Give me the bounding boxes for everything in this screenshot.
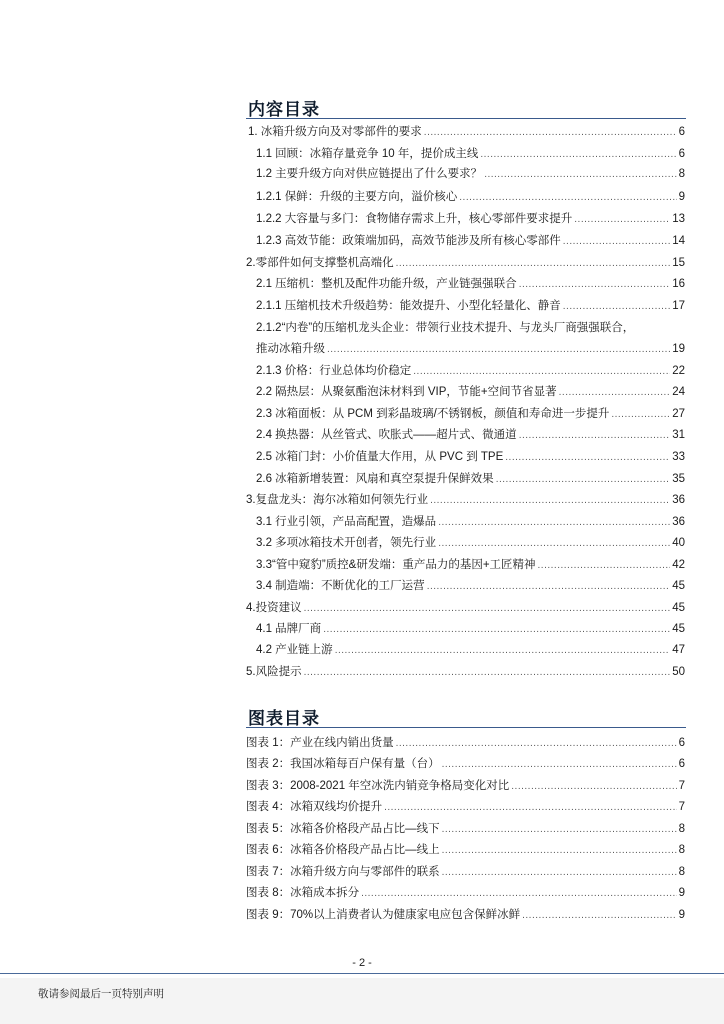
dot-leader bbox=[396, 254, 671, 274]
figure-entry-text: 图表 6：冰箱各价格段产品占比—线上 bbox=[246, 844, 440, 856]
toc-entry-text: 3.1 行业引领，产品高配置，造爆品 bbox=[256, 516, 437, 528]
figure-entry-page: 6 bbox=[678, 758, 685, 770]
toc-entry-2-1-2-continued[interactable] bbox=[256, 339, 685, 359]
toc-entry-2-1-1[interactable] bbox=[256, 296, 685, 316]
toc-entry-page: 45 bbox=[672, 623, 685, 635]
dot-leader bbox=[522, 906, 676, 926]
toc-entry-text: 5.风险提示 bbox=[246, 666, 302, 678]
toc-entry-4-2[interactable] bbox=[256, 640, 685, 660]
toc-entry-4-1[interactable] bbox=[256, 619, 685, 639]
figure-entry-text: 图表 7：冰箱升级方向与零部件的联系 bbox=[246, 866, 440, 878]
toc-entry-3-3[interactable] bbox=[256, 555, 685, 575]
toc-entry-text: 2.3 冰箱面板：从 PCM 到彩晶玻璃/不锈钢板，颜值和寿命进一步提升 bbox=[256, 408, 610, 420]
figure-entry-text: 图表 8：冰箱成本拆分 bbox=[246, 887, 360, 899]
dot-leader bbox=[611, 405, 670, 425]
dot-leader bbox=[511, 777, 676, 797]
toc-entry-page: 45 bbox=[672, 580, 685, 592]
toc-entry-page: 33 bbox=[672, 451, 685, 463]
dot-leader bbox=[335, 641, 671, 661]
toc-entry-page: 14 bbox=[672, 235, 685, 247]
toc-entry-1-2-2[interactable] bbox=[256, 209, 685, 229]
figures-heading-rule bbox=[246, 727, 686, 728]
toc-entry-page: 35 bbox=[672, 473, 685, 485]
figure-entry-page: 9 bbox=[678, 909, 685, 921]
dot-leader bbox=[438, 513, 670, 533]
toc-entry-text: 2.1.3 价格：行业总体均价稳定 bbox=[256, 365, 412, 377]
toc-entry-page: 8 bbox=[678, 168, 685, 180]
toc-entry-text: 4.2 产业链上游 bbox=[256, 644, 333, 656]
toc-entry-page: 50 bbox=[672, 666, 685, 678]
dot-leader bbox=[327, 340, 670, 360]
dot-leader bbox=[427, 577, 671, 597]
figure-entry-page: 8 bbox=[678, 844, 685, 856]
toc-entry-text: 1.1 回顾：冰箱存量竞争 10 年，提价成主线 bbox=[256, 148, 479, 160]
toc-heading: 内容目录 bbox=[248, 100, 320, 120]
toc-entry-1-2-3[interactable] bbox=[256, 231, 685, 251]
dot-leader bbox=[396, 734, 677, 754]
toc-entry-text: 3.4 制造端：不断优化的工厂运营 bbox=[256, 580, 425, 592]
toc-heading-rule bbox=[246, 118, 686, 119]
figures-heading: 图表目录 bbox=[248, 709, 320, 729]
figure-entry-page: 9 bbox=[678, 887, 685, 899]
figure-entry-text: 图表 2：我国冰箱每百户保有量（台） bbox=[246, 758, 440, 770]
figure-entry-9[interactable] bbox=[246, 905, 685, 925]
toc-entry-2-1-2[interactable] bbox=[256, 318, 685, 338]
dot-leader bbox=[505, 448, 670, 468]
dot-leader bbox=[442, 755, 677, 775]
dot-leader bbox=[304, 599, 671, 619]
dot-leader bbox=[424, 123, 677, 143]
dot-leader bbox=[459, 188, 676, 208]
figure-entry-1[interactable] bbox=[246, 733, 685, 753]
toc-entry-text: 2.5 冰箱门封：小价值量大作用，从 PVC 到 TPE bbox=[256, 451, 504, 463]
toc-entry-page: 9 bbox=[678, 191, 685, 203]
dot-leader bbox=[384, 798, 677, 818]
toc-entry-text: 2.零部件如何支撑整机高端化 bbox=[246, 257, 394, 269]
toc-entry-page: 15 bbox=[672, 257, 685, 269]
dot-leader bbox=[480, 145, 676, 165]
figure-entry-page: 6 bbox=[678, 737, 685, 749]
dot-leader bbox=[538, 556, 671, 576]
dot-leader bbox=[430, 491, 670, 511]
toc-entry-text: 3.2 多项冰箱技术开创者，领先行业 bbox=[256, 537, 437, 549]
toc-entry-2[interactable] bbox=[246, 253, 685, 273]
toc-entry-page: 40 bbox=[672, 537, 685, 549]
figure-entry-text: 图表 9：70%以上消费者认为健康家电应包含保鲜冰鲜 bbox=[246, 909, 521, 921]
toc-entry-page: 22 bbox=[672, 365, 685, 377]
toc-entry-page: 36 bbox=[672, 494, 685, 506]
dot-leader bbox=[413, 362, 670, 382]
toc-entry-page: 45 bbox=[672, 602, 685, 614]
toc-entry-text: 3.3“管中窥豹”质控&研发端：重产品力的基因+工匠精神 bbox=[256, 559, 536, 571]
dot-leader bbox=[442, 863, 677, 883]
toc-entry-text: 1. 冰箱升级方向及对零部件的要求 bbox=[248, 126, 422, 138]
dot-leader bbox=[304, 663, 671, 683]
toc-entry-page: 24 bbox=[672, 386, 685, 398]
toc-entry-2-6[interactable] bbox=[256, 469, 685, 489]
toc-entry-2-3[interactable] bbox=[256, 404, 685, 424]
toc-entry-text: 2.4 换热器：从丝管式、吹胀式——超片式、微通道 bbox=[256, 429, 517, 441]
toc-entry-text: 推动冰箱升级 bbox=[256, 343, 325, 355]
toc-entry-page: 31 bbox=[672, 429, 685, 441]
toc-entry-page: 27 bbox=[672, 408, 685, 420]
dot-leader bbox=[519, 426, 671, 446]
toc-entry-4[interactable] bbox=[246, 598, 685, 618]
figure-entry-page: 8 bbox=[678, 823, 685, 835]
toc-entry-text: 2.1.1 压缩机技术升级趋势：能效提升、小型化轻量化、静音 bbox=[256, 300, 561, 312]
toc-entry-text: 3.复盘龙头：海尔冰箱如何领先行业 bbox=[246, 494, 429, 506]
figure-entry-text: 图表 3：2008-2021 年空冰洗内销竞争格局变化对比 bbox=[246, 780, 510, 792]
toc-entry-page: 19 bbox=[672, 343, 685, 355]
dot-leader bbox=[563, 232, 670, 252]
toc-entry-page: 16 bbox=[672, 278, 685, 290]
toc-entry-page: 13 bbox=[672, 213, 685, 225]
figure-entry-page: 7 bbox=[678, 780, 685, 792]
dot-leader bbox=[323, 620, 670, 640]
figure-entry-7[interactable] bbox=[246, 862, 685, 882]
toc-entry-page: 36 bbox=[672, 516, 685, 528]
figure-entry-2[interactable] bbox=[246, 754, 685, 774]
figure-entry-6[interactable] bbox=[246, 840, 685, 860]
toc-entry-text: 1.2.1 保鲜：升级的主要方向，溢价核心 bbox=[256, 191, 458, 203]
toc-entry-text: 2.1.2“内卷”的压缩机龙头企业：带领行业技术提升、与龙头厂商强强联合， bbox=[256, 322, 635, 334]
toc-entry-3-1[interactable] bbox=[256, 512, 685, 532]
toc-entry-text: 2.1 压缩机：整机及配件功能升级，产业链强强联合 bbox=[256, 278, 517, 290]
toc-entry-1[interactable] bbox=[248, 122, 685, 142]
toc-entry-text: 1.2.2 大容量与多门：食物储存需求上升，核心零部件要求提升 bbox=[256, 213, 573, 225]
toc-entry-2-5[interactable] bbox=[256, 447, 685, 467]
toc-entry-text: 2.2 隔热层：从聚氨酯泡沫材料到 VIP，节能+空间节省显著 bbox=[256, 386, 557, 398]
toc-entry-text: 2.6 冰箱新增装置：风扇和真空泵提升保鲜效果 bbox=[256, 473, 494, 485]
dot-leader bbox=[574, 210, 670, 230]
toc-entry-page: 47 bbox=[672, 644, 685, 656]
dot-leader bbox=[438, 534, 670, 554]
footer-bar bbox=[0, 978, 724, 1024]
figure-entry-4[interactable] bbox=[246, 797, 685, 817]
toc-entry-2-1-3[interactable] bbox=[256, 361, 685, 381]
figure-entry-5[interactable] bbox=[246, 819, 685, 839]
toc-entry-page: 17 bbox=[672, 300, 685, 312]
toc-entry-5[interactable] bbox=[246, 662, 685, 682]
toc-entry-page: 6 bbox=[678, 148, 685, 160]
toc-entry-3[interactable] bbox=[246, 490, 685, 510]
figure-entry-text: 图表 5：冰箱各价格段产品占比—线下 bbox=[246, 823, 440, 835]
figure-entry-3[interactable] bbox=[246, 776, 685, 796]
toc-entry-3-2[interactable] bbox=[256, 533, 685, 553]
figure-entry-8[interactable] bbox=[246, 883, 685, 903]
toc-entry-text: 1.2.3 高效节能：政策端加码，高效节能涉及所有核心零部件 bbox=[256, 235, 561, 247]
toc-entry-2-4[interactable] bbox=[256, 425, 685, 445]
toc-entry-text: 4.1 品牌厂商 bbox=[256, 623, 322, 635]
toc-entry-text: 1.2 主要升级方向对供应链提出了什么要求？ bbox=[256, 168, 483, 180]
figure-entry-page: 8 bbox=[678, 866, 685, 878]
footer-disclaimer: 敬请参阅最后一页特别声明 bbox=[38, 988, 164, 1000]
toc-entry-page: 6 bbox=[678, 126, 685, 138]
toc-entry-1-2-1[interactable] bbox=[256, 187, 685, 207]
toc-entry-page: 42 bbox=[672, 559, 685, 571]
toc-entry-3-4[interactable] bbox=[256, 576, 685, 596]
dot-leader bbox=[559, 383, 671, 403]
dot-leader bbox=[563, 297, 670, 317]
figure-entry-page: 7 bbox=[678, 801, 685, 813]
dot-leader bbox=[519, 275, 671, 295]
figure-entry-text: 图表 1：产业在线内销出货量 bbox=[246, 737, 394, 749]
toc-entry-1-2[interactable] bbox=[256, 164, 685, 184]
footer-rule bbox=[0, 973, 724, 974]
toc-entry-2-2[interactable] bbox=[256, 382, 685, 402]
toc-entry-text: 4.投资建议 bbox=[246, 602, 302, 614]
dot-leader bbox=[361, 884, 677, 904]
toc-entry-2-1[interactable] bbox=[256, 274, 685, 294]
dot-leader bbox=[442, 820, 677, 840]
figure-entry-text: 图表 4：冰箱双线均价提升 bbox=[246, 801, 383, 813]
dot-leader bbox=[496, 470, 671, 490]
page-number: - 2 - bbox=[352, 957, 372, 969]
toc-entry-1-1[interactable] bbox=[256, 144, 685, 164]
dot-leader bbox=[484, 165, 676, 185]
dot-leader bbox=[442, 841, 677, 861]
